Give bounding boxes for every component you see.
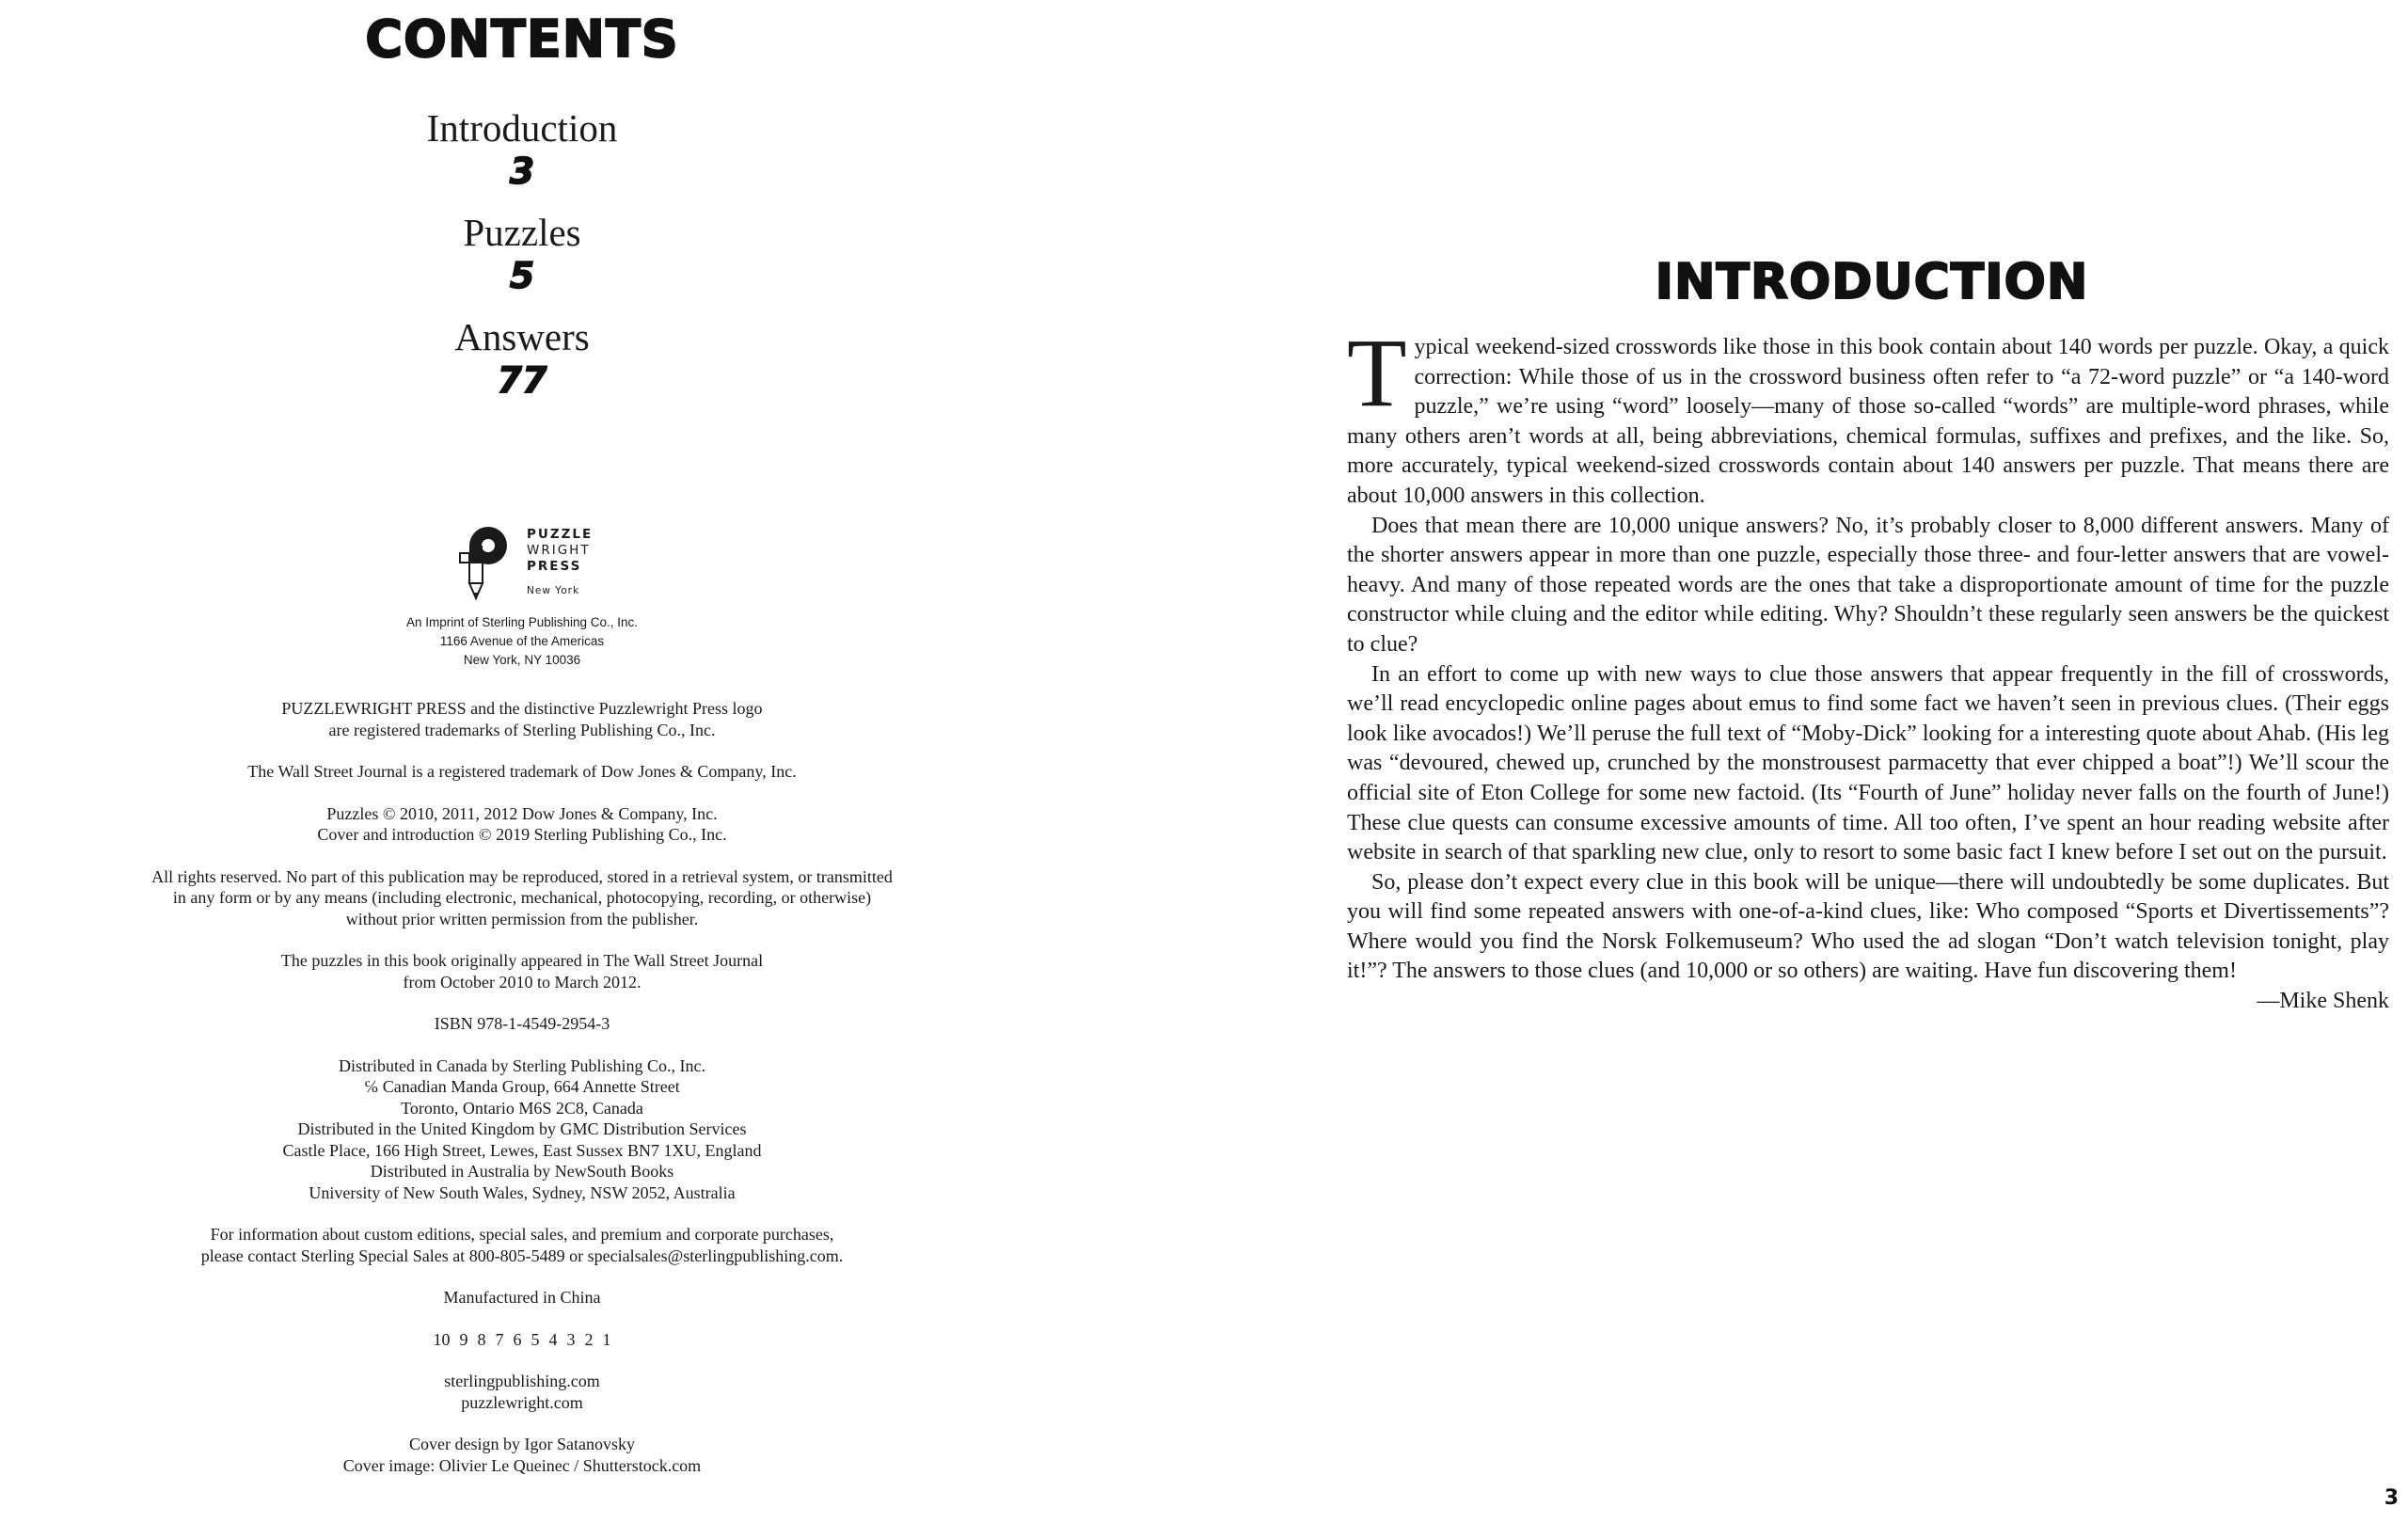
cover-credits: Cover design by Igor Satanovsky Cover image: Olivier Le Queinec / Shutterstock.com: [342, 1435, 702, 1475]
websites: [0, 1371, 1044, 1413]
intro-paragraph-2: Does that mean there are 10,000 unique answers? No, it’s probably closer to 8,000 different answers. Many of the shorter answers appear in more than one puzzle, especially those three- and four-letter answers that are vowel-heavy. And many of those repeated words are the ones that take a disproportionate amount of time for the puzzle constructor while cluing and the editor while editing. Why? Shouldn’t these regularly seen answers be the quickest to clue?: [1347, 513, 2389, 657]
isbn: ISBN 978-1-4549-2954-3: [434, 1014, 610, 1033]
special-sales-info: For information about custom editions, special sales, and premium and corporate purchases, please contact Sterling Special Sales at 800-805-5489 or specialsales@sterlingpublishing.com.: [200, 1225, 844, 1265]
website-link-sterling[interactable]: sterlingpublishing.com: [444, 1372, 600, 1390]
original-publication-notice: The puzzles in this book originally appeared in The Wall Street Journal from October 2010 to March 2012.: [280, 951, 764, 992]
toc-page-number: 5: [509, 255, 535, 296]
toc-label: Answers: [454, 315, 590, 358]
drop-cap: T: [1347, 319, 1407, 427]
website-link-puzzlewright[interactable]: puzzlewright.com: [461, 1392, 583, 1412]
manufactured-notice: Manufactured in China: [443, 1288, 601, 1307]
copyright-notice: Puzzles © 2010, 2011, 2012 Dow Jones & Company, Inc. Cover and introduction © 2019 Sterling Publishing Co., Inc.: [317, 803, 727, 844]
right-page: [1204, 0, 2408, 1523]
intro-paragraph-1: Typical weekend-sized crosswords like those in this book contain about 140 words per puzzle. Okay, a quick correction: While those of us in the crossword business often refer to “a 72-word puzzle” or “a 140-word puzzle,” we’re using “word” loosely—many of those so-called “words” are multiple-word phrases, while many others aren’t words at all, being abbreviations, chemical formulas, suffixes and prefixes, and the like. So, more accurately, typical weekend-sized crosswords contain about 140 answers per puzzle. That means there are about 10,000 answers in this collection.: [1347, 319, 2389, 508]
toc-entry-introduction[interactable]: [0, 105, 1044, 210]
introduction-body: [1347, 319, 2389, 1017]
author-signature: —Mike Shenk: [2257, 989, 2389, 1014]
logo-wordmark: PUZZLE WRIGHT PRESS: [527, 527, 594, 574]
toc-entry-puzzles[interactable]: [0, 210, 1044, 314]
page-number: 3: [2384, 1486, 2399, 1510]
puzzlewright-pencil-logo-icon: [457, 525, 514, 605]
table-of-contents: [0, 105, 1044, 419]
contents-heading: CONTENTS: [365, 9, 679, 69]
publisher-logo: [457, 525, 594, 605]
toc-page-number: 3: [509, 151, 535, 192]
logo-city: New York: [527, 585, 580, 596]
copyright-page: [0, 698, 1044, 1497]
printer-key: 10 9 8 7 6 5 4 3 2 1: [433, 1329, 611, 1349]
toc-page-number: 77: [497, 359, 547, 401]
intro-paragraph-4: So, please don’t expect every clue in this book will be unique—there will undoubtedly be some duplicates. But you will find some repeated answers with one-of-a-kind clues, like: Who composed “Sports et Divertissements”? Where would you find the Norsk Folkemuseum? Who used the ad slogan “Don’t watch television tonight, play it!”? The answers to those clues (and 10,000 or so others) are waiting. Have fun discovering them!: [1347, 869, 2389, 984]
imprint-address: An Imprint of Sterling Publishing Co., Inc. 1166 Avenue of the Americas New York, NY 10036: [405, 615, 639, 667]
toc-entry-answers[interactable]: [0, 314, 1044, 419]
wsj-trademark-notice: The Wall Street Journal is a registered trademark of Dow Jones & Company, Inc.: [247, 762, 797, 781]
distribution-info: Distributed in Canada by Sterling Publishing Co., Inc. ℅ Canadian Manda Group, 664 Annette Street Toronto, Ontario M6S 2C8, Canada Distributed in the United Kingdom by GMC Distribution Services Castle Place, 166 High Street, Lewes, East Sussex BN7 1XU, England Distributed in Australia by NewSouth Books University of New South Wales, Sydney, NSW 2052, Australia: [282, 1055, 762, 1202]
introduction-heading: INTRODUCTION: [1655, 254, 2089, 310]
rights-notice: All rights reserved. No part of this publication may be reproduced, stored in a retrieval system, or transmitted in any form or by any means (including electronic, mechanical, photocopying, recording, or otherwise) without prior written permission from the publisher.: [151, 866, 893, 928]
trademark-notice: PUZZLEWRIGHT PRESS and the distinctive Puzzlewright Press logo are registered trademarks of Sterling Publishing Co., Inc.: [281, 699, 763, 739]
toc-label: Introduction: [426, 106, 618, 150]
toc-label: Puzzles: [463, 211, 581, 254]
intro-paragraph-3: In an effort to come up with new ways to clue those answers that appear frequently in the fill of crosswords, we’ll read encyclopedic online pages about emus to find some fact we haven’t seen in previous clues. (Their eggs look like avocados!) We’ll peruse the full text of “Moby-Dick” looking for a interesting quote about Ahab. (His leg was “devoured, chewed up, crunched by the monstrousest parmacetty that ever chipped a boat”!) We’ll scour the official site of Eton College for some new factoid. (Its “Fourth of June” holiday never falls on the fourth of June!) These clue quests can consume excessive amounts of time. All too often, I’ve spent an hour reading website after website in search of that sparkling new clue, only to resort to some basic fact I knew before I set out on the pursuit.: [1347, 661, 2389, 865]
